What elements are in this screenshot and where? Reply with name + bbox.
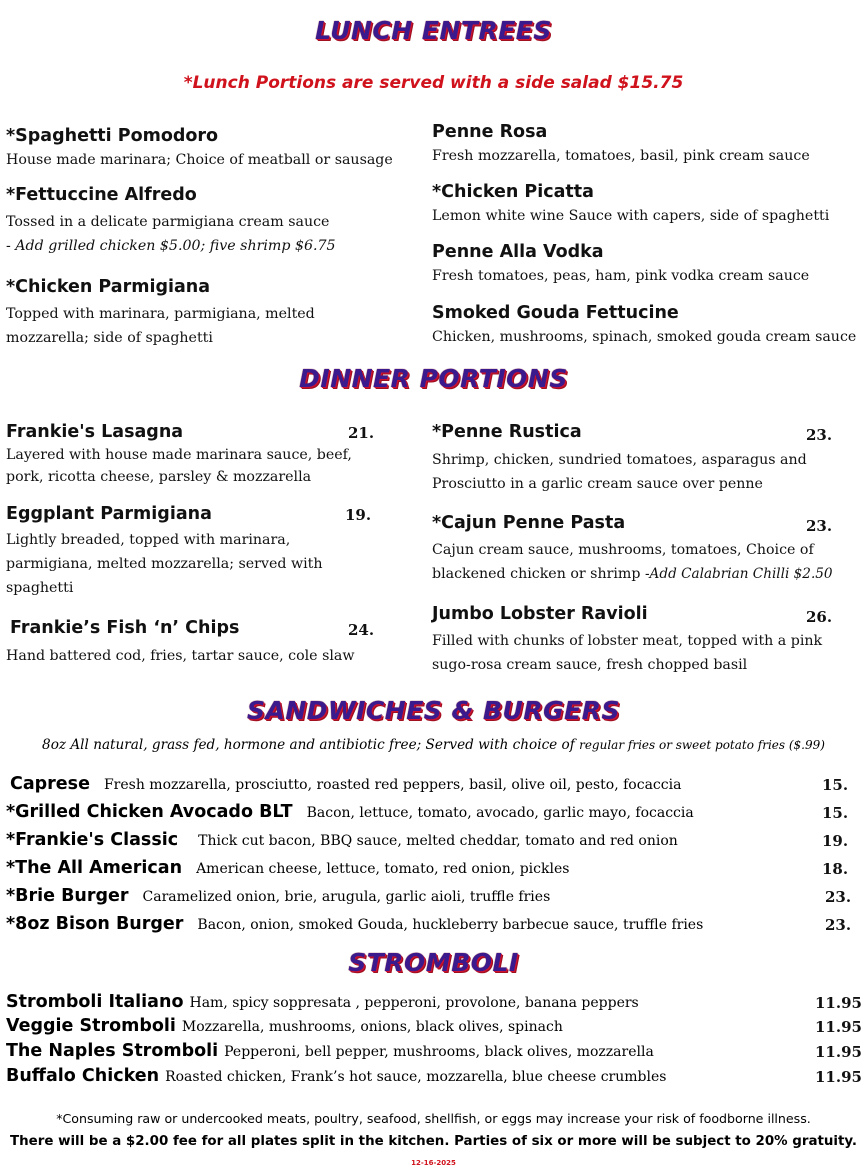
item-penne-alla-vodka: Penne Alla Vodka (432, 242, 604, 262)
item-price: 23. (825, 916, 852, 934)
item-price: 18. (822, 860, 849, 878)
item-chicken-picatta: *Chicken Picatta (432, 182, 594, 202)
item-frankies-lasagna: Frankie's Lasagna (6, 422, 184, 442)
item-price: 19. (822, 832, 849, 850)
item-desc: Prosciutto in a garlic cream sauce over penne (432, 476, 763, 492)
item-desc: pork, ricotta cheese, parsley & mozzarella (6, 469, 312, 485)
item-desc: Fresh mozzarella, tomatoes, basil, pink cream sauce (432, 148, 810, 164)
dinner-title: DINNER PORTIONS (299, 364, 568, 393)
item-price: 24. (348, 621, 375, 639)
item-smoked-gouda-fettucine: Smoked Gouda Fettucine (432, 303, 679, 323)
item-price: 23. (825, 888, 852, 906)
split-plate-policy: There will be a $2.00 fee for all plates split in the kitchen. Parties of six or more will be subject to 20% gratuity. (10, 1134, 857, 1149)
item-price: 26. (806, 608, 833, 626)
item-desc: mozzarella; side of spaghetti (6, 330, 213, 346)
item-desc: Tossed in a delicate parmigiana cream sauce (6, 214, 330, 230)
item-penne-rosa: Penne Rosa (432, 122, 548, 142)
item-price: 19. (345, 506, 372, 524)
item-desc: Cajun cream sauce, mushrooms, tomatoes, Choice of (432, 542, 814, 558)
list-item: *Frankie's Classic Thick cut bacon, BBQ sauce, melted cheddar, tomato and red onion (6, 830, 678, 850)
item-addon-note: - Add grilled chicken $5.00; five shrimp $6.75 (6, 238, 336, 254)
item-desc: Shrimp, chicken, sundried tomatoes, asparagus and (432, 452, 807, 468)
sandwiches-subtitle: 8oz All natural, grass fed, hormone and antibiotic free; Served with choice of regular fries or sweet potato fries ($.99) (42, 737, 825, 753)
item-desc: sugo-rosa cream sauce, fresh chopped basil (432, 657, 748, 673)
item-desc: Topped with marinara, parmigiana, melted (6, 306, 315, 322)
item-fettuccine-alfredo: *Fettuccine Alfredo (6, 185, 197, 205)
item-price: 11.95 (815, 1068, 862, 1086)
list-item: *8oz Bison Burger Bacon, onion, smoked Gouda, huckleberry barbecue sauce, truffle fries (6, 914, 704, 934)
foodborne-warning: *Consuming raw or undercooked meats, poultry, seafood, shellfish, or eggs may increase your risk of foodborne illness. (56, 1111, 811, 1126)
item-desc: Chicken, mushrooms, spinach, smoked gouda cream sauce (432, 329, 857, 345)
list-item: Stromboli Italiano Ham, spicy soppresata , pepperoni, provolone, banana peppers (6, 992, 639, 1012)
item-desc: Hand battered cod, fries, tartar sauce, cole slaw (6, 648, 355, 664)
lunch-subtitle: *Lunch Portions are served with a side salad $15.75 (183, 73, 684, 93)
item-desc: Filled with chunks of lobster meat, topped with a pink (432, 633, 823, 649)
item-price: 11.95 (815, 994, 862, 1012)
stromboli-title: STROMBOLI (348, 948, 519, 977)
list-item: Caprese Fresh mozzarella, prosciutto, roasted red peppers, basil, olive oil, pesto, focaccia (10, 774, 682, 794)
list-item: *Grilled Chicken Avocado BLT Bacon, lettuce, tomato, avocado, garlic mayo, focaccia (6, 802, 694, 822)
item-desc: Lemon white wine Sauce with capers, side of spaghetti (432, 208, 830, 224)
item-jumbo-lobster-ravioli: Jumbo Lobster Ravioli (432, 604, 648, 624)
item-spaghetti-pomodoro: *Spaghetti Pomodoro (6, 126, 219, 146)
list-item: *The All American American cheese, lettuce, tomato, red onion, pickles (6, 858, 570, 878)
item-chicken-parmigiana: *Chicken Parmigiana (6, 277, 211, 297)
item-price: 23. (806, 517, 833, 535)
menu-date: 12-16-2025 (411, 1159, 456, 1167)
item-fish-n-chips: Frankie’s Fish ‘n’ Chips (10, 618, 240, 638)
item-price: 11.95 (815, 1043, 862, 1061)
list-item: Veggie Stromboli Mozzarella, mushrooms, onions, black olives, spinach (6, 1016, 563, 1036)
item-price: 15. (822, 776, 849, 794)
list-item: Buffalo Chicken Roasted chicken, Frank’s hot sauce, mozzarella, blue cheese crumbles (6, 1066, 667, 1086)
lunch-title: LUNCH ENTREES (315, 16, 552, 45)
item-desc: blackened chicken or shrimp -Add Calabrian Chilli $2.50 (432, 566, 833, 582)
sandwiches-title: SANDWICHES & BURGERS (247, 696, 620, 725)
item-addon-note: -Add Calabrian Chilli $2.50 (644, 566, 833, 582)
item-desc: parmigiana, melted mozzarella; served with (6, 556, 323, 572)
item-desc: House made marinara; Choice of meatball or sausage (6, 152, 393, 168)
item-price: 11.95 (815, 1018, 862, 1036)
item-price: 15. (822, 804, 849, 822)
item-desc: Layered with house made marinara sauce, beef, (6, 447, 352, 463)
list-item: *Brie Burger Caramelized onion, brie, arugula, garlic aioli, truffle fries (6, 886, 551, 906)
item-eggplant-parmigiana: Eggplant Parmigiana (6, 504, 212, 524)
item-desc: Fresh tomatoes, peas, ham, pink vodka cream sauce (432, 268, 810, 284)
item-desc: Lightly breaded, topped with marinara, (6, 532, 291, 548)
list-item: The Naples Stromboli Pepperoni, bell pepper, mushrooms, black olives, mozzarella (6, 1041, 654, 1061)
item-desc: spaghetti (6, 580, 74, 596)
item-penne-rustica: *Penne Rustica (432, 422, 582, 442)
item-cajun-penne-pasta: *Cajun Penne Pasta (432, 513, 626, 533)
item-price: 21. (348, 424, 375, 442)
item-price: 23. (806, 426, 833, 444)
